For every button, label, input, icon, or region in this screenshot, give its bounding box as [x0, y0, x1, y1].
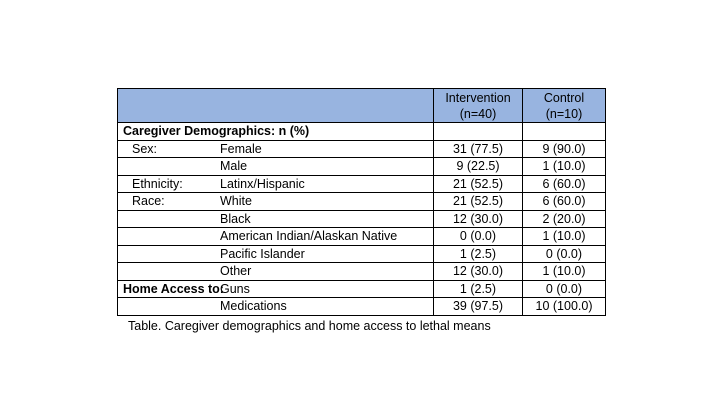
header-control-name: Control	[543, 90, 585, 105]
intervention-value: 21 (52.5)	[434, 193, 523, 211]
control-value: 0 (0.0)	[523, 280, 606, 298]
row-label: Other	[220, 264, 252, 278]
header-intervention-n: (n=40)	[459, 106, 497, 121]
row-category: Home Access to:	[123, 281, 224, 296]
row-category: Sex:	[132, 141, 158, 156]
control-value: 9 (90.0)	[523, 140, 606, 158]
table-caption: Table. Caregiver demographics and home access to lethal means	[128, 319, 491, 333]
table-row	[118, 245, 606, 263]
table-row	[118, 228, 606, 246]
control-value: 6 (60.0)	[523, 175, 606, 193]
row-label: Male	[220, 159, 248, 173]
table-row	[118, 263, 606, 281]
empty-cell	[523, 123, 606, 141]
row-category: Ethnicity:	[132, 176, 183, 191]
table-header-row	[118, 89, 606, 123]
intervention-value: 39 (97.5)	[434, 298, 523, 316]
intervention-value: 9 (22.5)	[434, 158, 523, 176]
table-row	[118, 210, 606, 228]
intervention-value: 12 (30.0)	[434, 210, 523, 228]
row-label: White	[220, 194, 252, 208]
intervention-value: 31 (77.5)	[434, 140, 523, 158]
row-label: Guns	[220, 281, 250, 296]
table-row	[118, 280, 606, 298]
row-label: Black	[220, 211, 251, 226]
empty-cell	[434, 123, 523, 141]
row-label: Female	[220, 141, 262, 156]
section-title-row	[118, 123, 606, 141]
intervention-value: 21 (52.5)	[434, 175, 523, 193]
header-intervention-name: Intervention	[445, 90, 511, 105]
intervention-value: 12 (30.0)	[434, 263, 523, 281]
table-row	[118, 158, 606, 176]
intervention-value: 1 (2.5)	[434, 245, 523, 263]
control-value: 1 (10.0)	[523, 158, 606, 176]
control-value: 1 (10.0)	[523, 263, 606, 281]
section-title: Caregiver Demographics: n (%)	[118, 123, 434, 141]
row-label: American Indian/Alaskan Native	[220, 229, 398, 243]
demographics-table	[117, 88, 606, 316]
control-value: 6 (60.0)	[523, 193, 606, 211]
header-intervention	[434, 89, 523, 123]
row-label: Pacific Islander	[220, 246, 305, 261]
row-label: Latinx/Hispanic	[220, 176, 305, 191]
row-category: Race:	[132, 194, 165, 208]
control-value: 10 (100.0)	[523, 298, 606, 316]
intervention-value: 0 (0.0)	[434, 228, 523, 246]
row-label: Medications	[220, 299, 287, 313]
table-row	[118, 193, 606, 211]
table-row	[118, 140, 606, 158]
intervention-value: 1 (2.5)	[434, 280, 523, 298]
table-row	[118, 175, 606, 193]
header-control-n: (n=10)	[545, 106, 583, 121]
table-row	[118, 298, 606, 316]
control-value: 2 (20.0)	[523, 210, 606, 228]
control-value: 1 (10.0)	[523, 228, 606, 246]
header-blank-cell	[118, 89, 434, 123]
control-value: 0 (0.0)	[523, 245, 606, 263]
header-control	[523, 89, 606, 123]
